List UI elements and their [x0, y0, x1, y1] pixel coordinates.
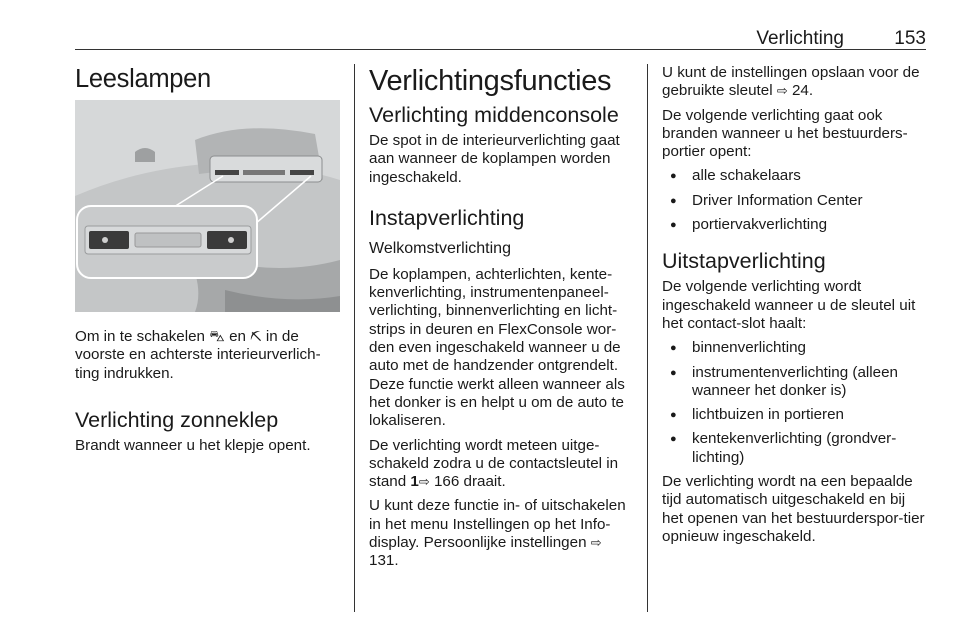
cross-reference-icon: ⇨ [590, 535, 602, 551]
column-divider-2 [647, 64, 648, 612]
closing-text: De verlichting wordt na een bepaalde tijd automatisch uitgeschakeld en bij het openen van het bestuurderspor-tier opnieuw ingeschakeld. [662, 473, 925, 545]
welcome-lighting-text: De koplampen, achterlichten, kente-kenverlichting, instrumentenpaneel-verlichting, binnenverlichting en licht-strips in deuren en FlexConsole wor-den even ingeschakeld wanneer u de auto met de handzender ontgrendelt. Deze functie werkt alleen wanneer als het donker is en helpt u om de auto te lokaliseren. [369, 265, 625, 430]
door-open-list [662, 167, 927, 234]
heading-center-console-light: Verlichting middenconsole [369, 103, 619, 127]
exit-lighting-text: De volgende verlichting wordt ingeschakeld wanneer u de sleutel uit het contact-slot haalt: [662, 278, 916, 332]
list-item: ● Driver Information Center [662, 192, 927, 210]
center-console-text: De spot in de interieurverlichting gaat aan wanneer de koplampen worden ingeschakeld. [369, 132, 620, 186]
save-settings-text: U kunt de instellingen opslaan voor de gebruikte sleutel ⇨ 24. [662, 64, 920, 100]
overhead-console-illustration [75, 100, 340, 312]
column-1 [75, 64, 340, 461]
heading-reading-lights: Leeslampen [75, 65, 211, 93]
section-title: Verlichting [756, 28, 844, 49]
heading-sun-visor-light: Verlichting zonneklep [75, 407, 279, 432]
cross-reference-icon: ⇨ [418, 474, 430, 490]
list-item: ● instrumentenverlichting (alleen wanneer het donker is) [662, 364, 927, 401]
reading-lights-photo [75, 100, 340, 312]
exit-lighting-list [662, 339, 927, 467]
heading-exit-lighting: Uitstapverlichting [662, 249, 826, 274]
deactivation-text: De verlichting wordt meteen uitge-schakeld zodra u de contactsleutel in stand 1⇨ 166 draait. [369, 436, 619, 491]
column-3 [662, 64, 927, 552]
list-item: ● alle schakelaars [662, 167, 927, 185]
list-item: ● kentekenverlichting (grondver-lichting) [662, 430, 927, 467]
sun-visor-text: Brandt wanneer u het klepje opent. [75, 436, 311, 454]
door-open-text: De volgende verlichting gaat ook branden wanneer u het bestuurders-portier opent: [662, 106, 908, 161]
list-item: ● lichtbuizen in portieren [662, 406, 927, 424]
menu-settings-text: U kunt deze functie in- of uitschakelen in het menu Instellingen op het Info-display. Persoonlijke instellingen ⇨ 131. [369, 497, 626, 570]
column-divider-1 [354, 64, 355, 612]
list-item: ● portiervakverlichting [662, 216, 927, 234]
heading-lighting-functions: Verlichtingsfuncties [369, 65, 612, 97]
list-item: ● binnenverlichting [662, 339, 927, 357]
column-2 [369, 64, 634, 577]
header-rule [75, 49, 926, 50]
heading-welcome-lighting: Welkomstverlichting [369, 239, 511, 257]
cross-reference-icon: ⇨ [776, 83, 788, 99]
reading-lights-caption: Om in te schakelen ⛍ en ⛏ in de voorste en achterste interieurverlich-ting indrukken. [75, 328, 321, 382]
page-number: 153 [894, 28, 926, 49]
heading-entry-lighting: Instapverlichting [369, 205, 525, 230]
